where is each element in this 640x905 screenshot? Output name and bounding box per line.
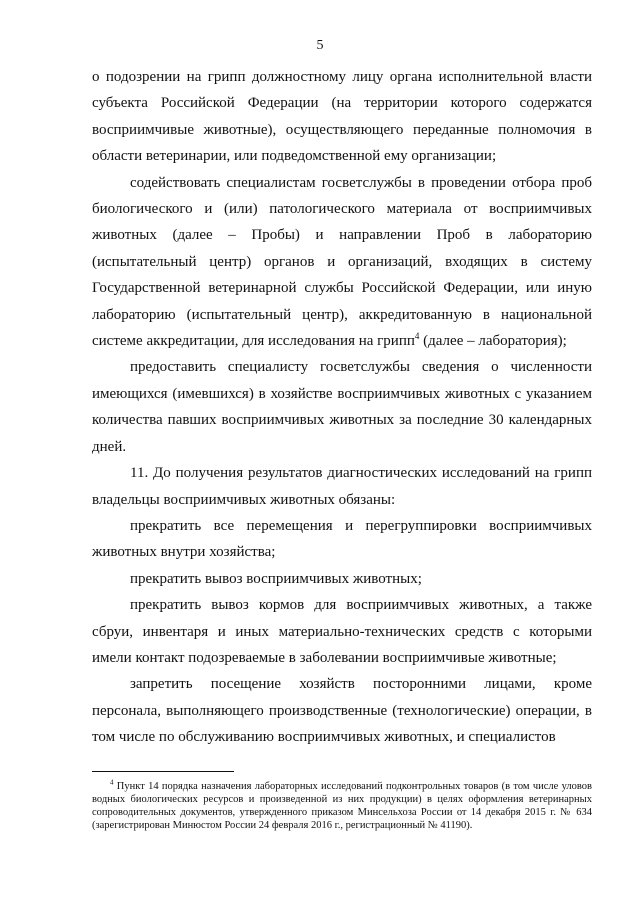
paragraph: о подозрении на грипп должностному лицу органа исполнительной власти субъекта Российской Федерации (на территории которого содержатся восприимчивые животные), осуществляющего переданные полномочия в области ветеринарии, или подведомственной ему организации; (92, 69, 592, 165)
paragraph: прекратить все перемещения и перегруппировки восприимчивых животных внутри хозяйства; (92, 517, 592, 561)
paragraph: прекратить вывоз кормов для восприимчивых животных, а также сбруи, инвентаря и иных материально-технических средств с которыми имели контакт подозреваемые в заболевании восприимчивые животные; (92, 597, 592, 666)
footnote (92, 780, 592, 832)
paragraph: прекратить вывоз восприимчивых животных; (130, 570, 422, 587)
paragraph: предоставить специалисту госветслужбы сведения о численности имеющихся (имевшихся) в хозяйстве восприимчивых животных с указанием количества павших восприимчивых животных за последние 30 календарных дней. (92, 359, 592, 455)
footnote-separator (92, 771, 234, 772)
page-number: 5 (316, 38, 324, 53)
paragraph-text: содействовать специалистам госветслужбы в проведении отбора проб биологического и (или) патологического материала от восприимчивых животных (далее – Пробы) и направлении Проб в лабораторию (испытательный центр) органов и организаций, входящих в систему Государственной ветеринарной службы Российской Федерации, или иную лабораторию (испытательный центр), аккредитованную в национальной системе аккредитации, для исследования на грипп (92, 174, 592, 350)
body-text (92, 64, 592, 751)
paragraph: 11. До получения результатов диагностических исследований на грипп владельцы восприимчивых животных обязаны: (92, 465, 592, 508)
paragraph: запретить посещение хозяйств посторонними лицами, кроме персонала, выполняющего производственные (технологические) операции, в том числе по обслуживанию восприимчивых животных, и специалистов (92, 676, 592, 746)
paragraph-text-tail: (далее – лаборатория); (419, 333, 567, 350)
footnote-reference: 4 (414, 331, 420, 342)
footnote-mark: 4 (110, 778, 114, 787)
footnote-text: Пункт 14 порядка назначения лабораторных исследований подконтрольных товаров (в том числе уловов водных биологических ресурсов и произведенной из них продукции) в целях оформления ветеринарных сопроводительных документов, утвержденного приказом Минсельхоза России от 14 декабря 2015 г. № 634 (зарегистрирован Минюстом России 24 февраля 2016 г., регистрационный № 41190). (92, 781, 592, 831)
paragraph (92, 170, 592, 355)
